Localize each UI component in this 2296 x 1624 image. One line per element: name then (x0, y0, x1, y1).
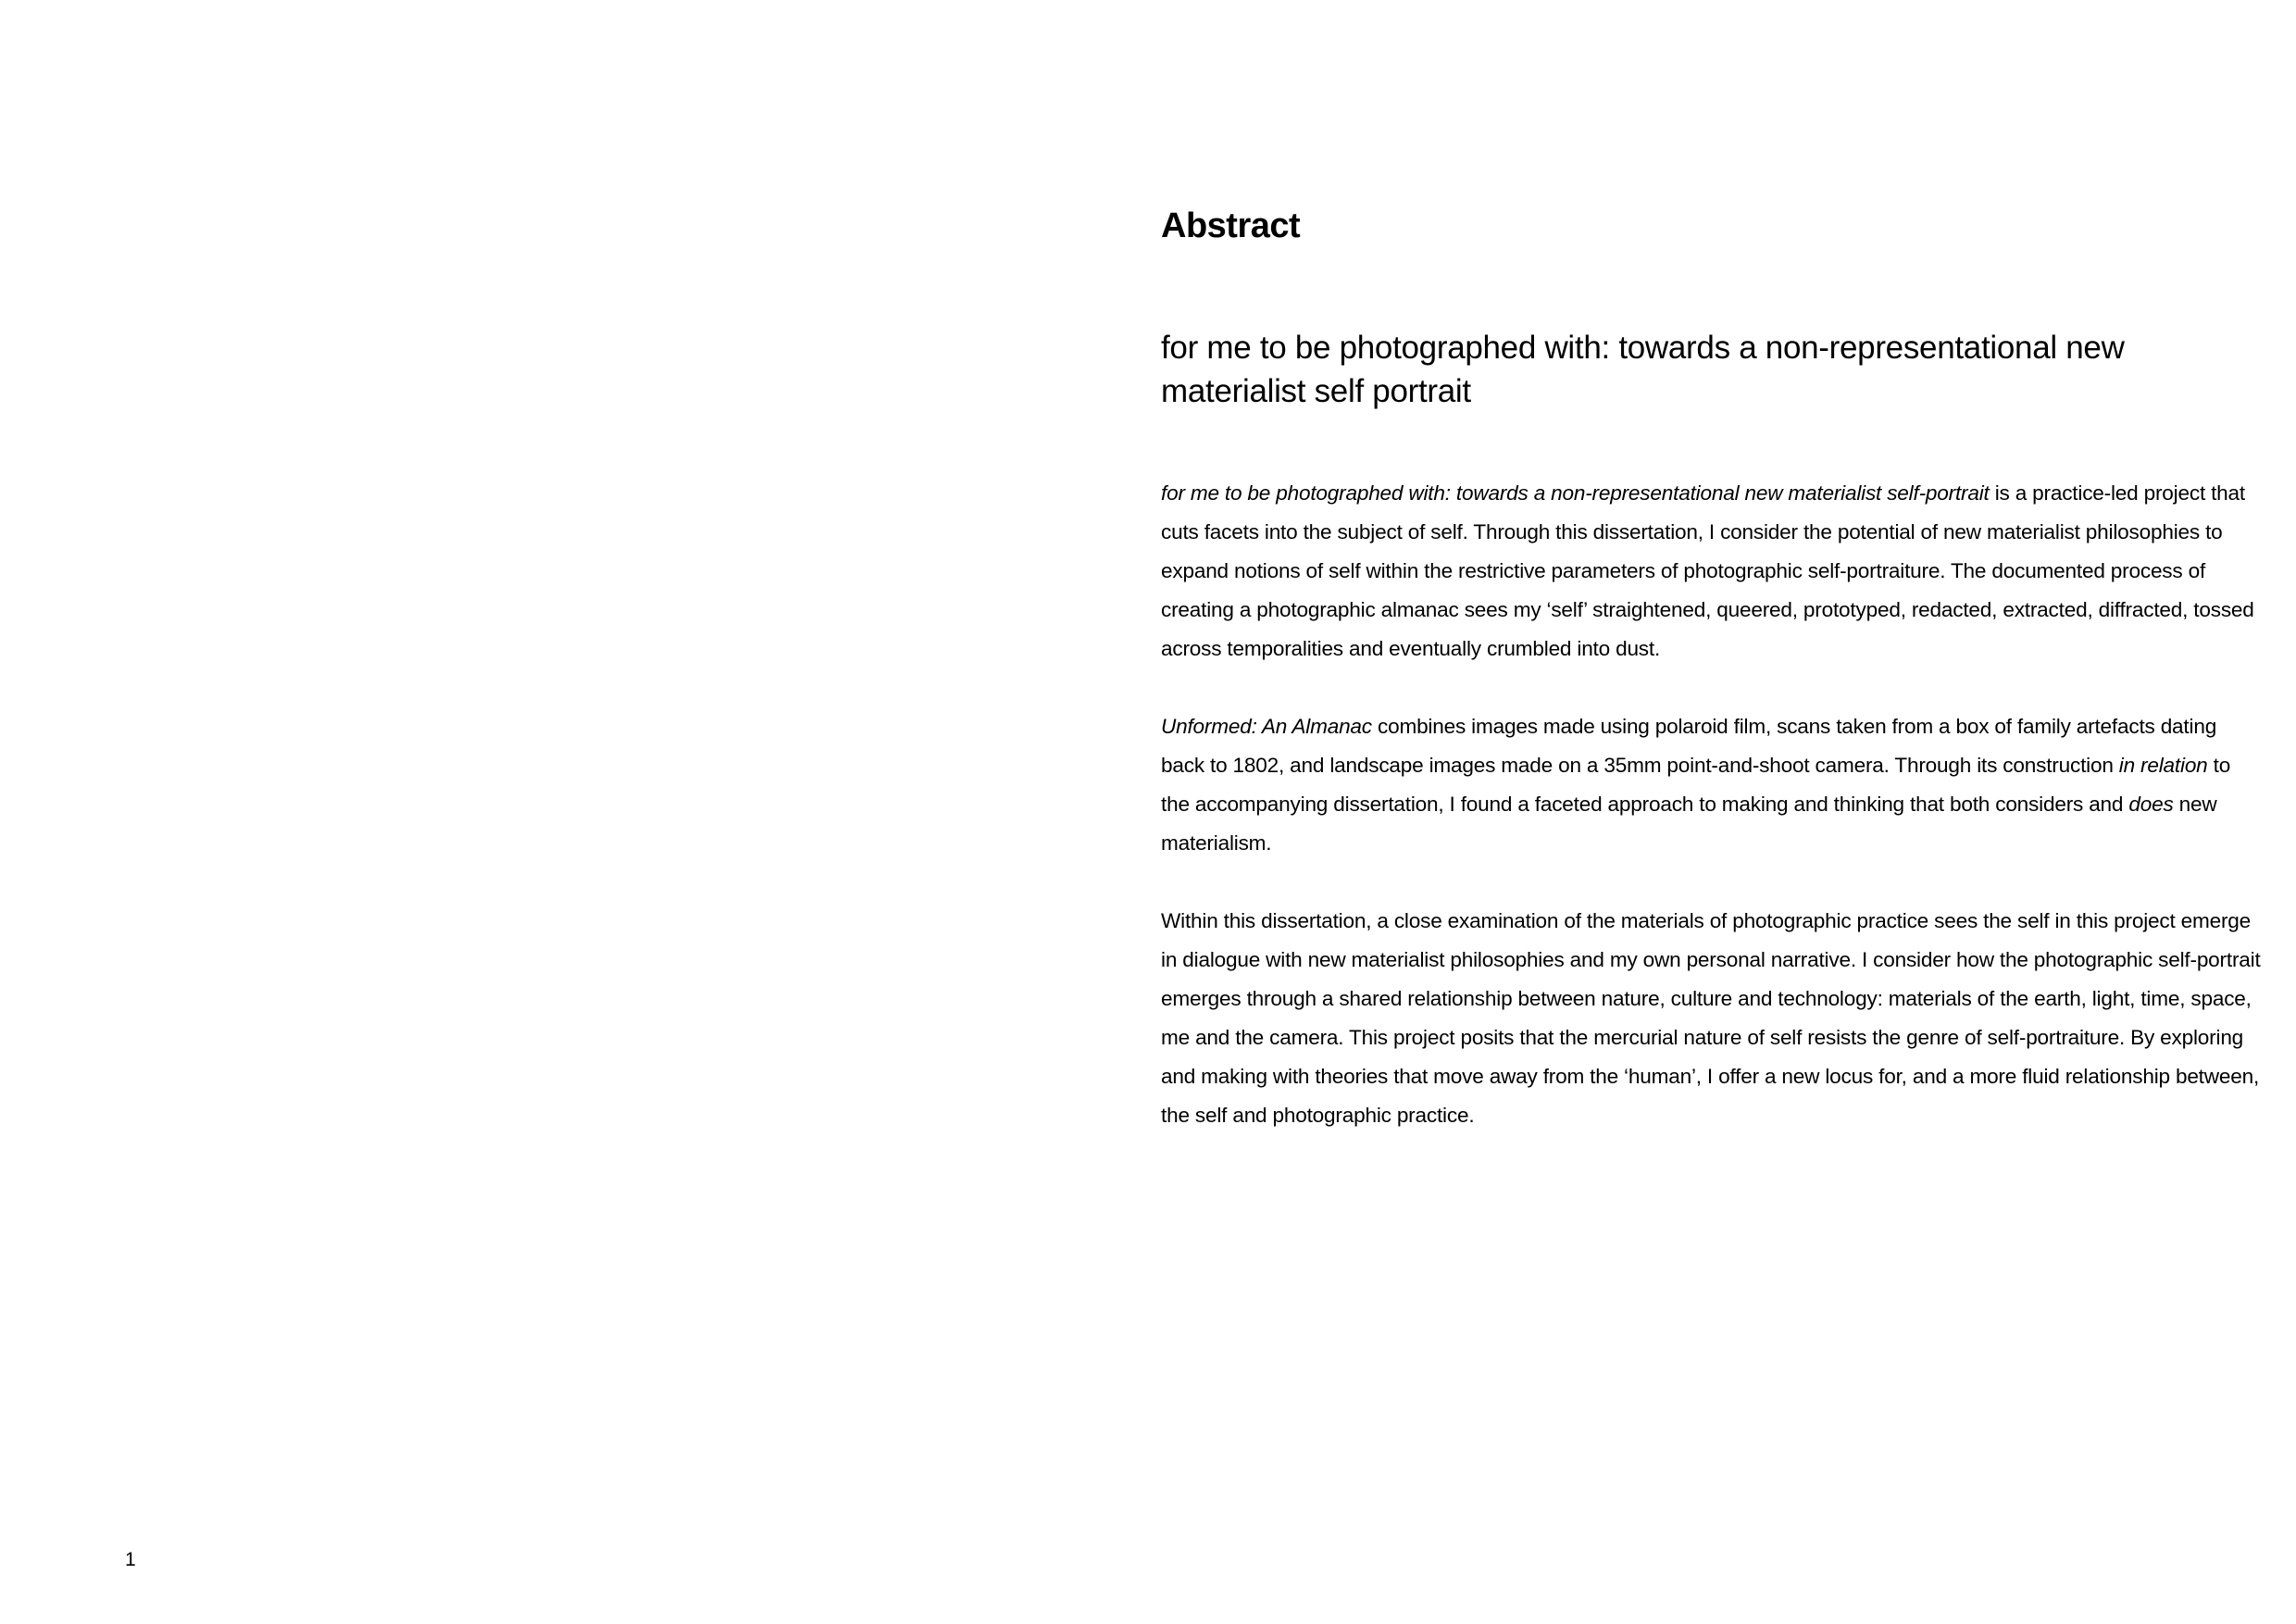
paragraph-2-italic-title: Unformed: An Almanac (1161, 715, 1372, 738)
paragraph-2-text-c: new materialism. (1161, 793, 2217, 855)
paragraph-2-text-b: to the accompanying dissertation, I found a faceted approach to making and thinking that both considers and (1161, 754, 2231, 816)
abstract-paragraph-2 (1161, 707, 2263, 863)
abstract-heading: Abstract (1161, 206, 1301, 245)
abstract-paragraph-3 (1161, 902, 2263, 1135)
paragraph-3-text: Within this dissertation, a close examination of the materials of photographic practice sees the self in this project emerge in dialogue with new materialist philosophies and my own personal narrative. I consider how the photographic self-portrait emerges through a shared relationship between nature, culture and technology: materials of the earth, light, time, space, me and the camera. This project posits that the mercurial nature of self resists the genre of self-portraiture. By exploring and making with theories that move away from the ‘human’, I offer a new locus for, and a more fluid relationship between, the self and photographic practice. (1161, 909, 2261, 1127)
paragraph-2-text-a: combines images made using polaroid film, scans taken from a box of family artefacts dating back to 1802, and landscape images made on a 35mm point-and-shoot camera. Through its construction (1161, 715, 2217, 777)
paragraph-2-italic-phrase: in relation (2118, 754, 2208, 777)
dissertation-title: for me to be photographed with: towards a non-representational new materialist self portrait (1161, 330, 2125, 409)
abstract-paragraph-1 (1161, 474, 2263, 668)
paragraph-2-italic-word: does (2128, 793, 2174, 816)
paragraph-1-italic-title: for me to be photographed with: towards a non-representational new materialist self-portrait (1161, 481, 1990, 505)
abstract-page (1161, 198, 2263, 1135)
paragraph-1-text: is a practice-led project that cuts facets into the subject of self. Through this dissertation, I consider the potential of new materialist philosophies to expand notions of self within the restrictive parameters of photographic self-portraiture. The documented process of creating a photographic almanac sees my ‘self’ straightened, queered, prototyped, redacted, extracted, diffracted, tossed across temporalities and eventually crumbled into dust. (1161, 481, 2254, 660)
page-number: 1 (125, 1549, 136, 1570)
